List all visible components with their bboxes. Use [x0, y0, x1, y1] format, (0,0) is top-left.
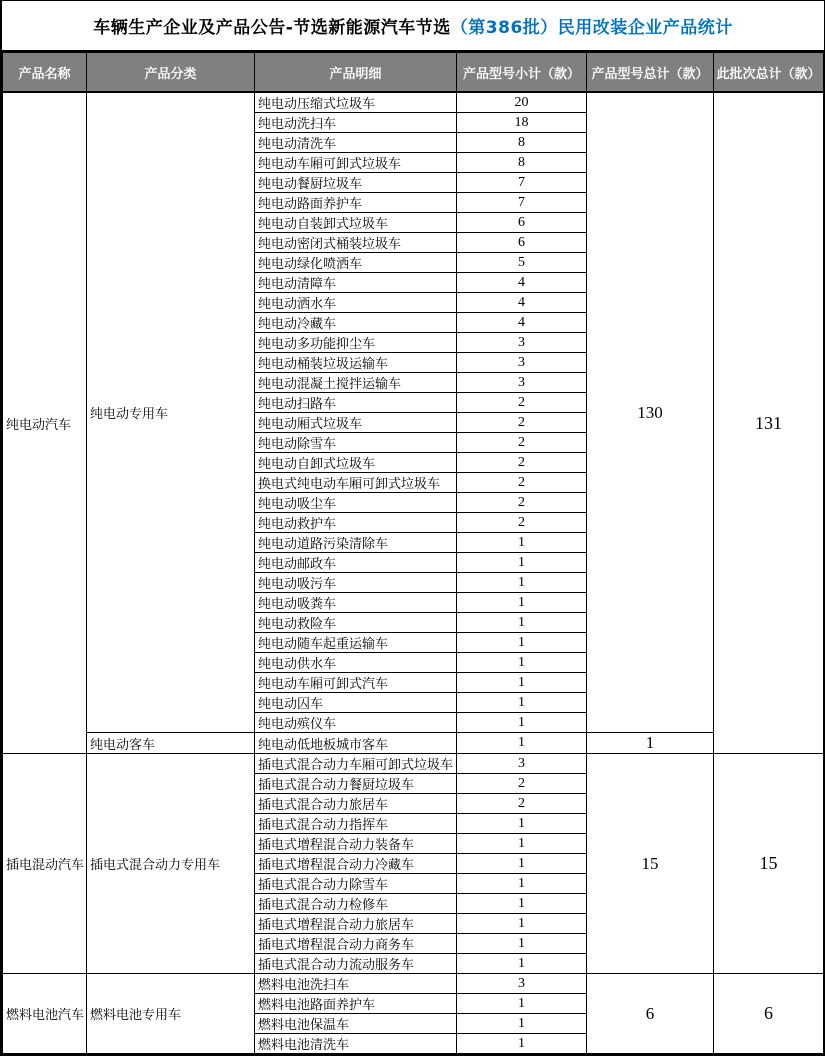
model-total-cell: 130 — [587, 92, 714, 733]
column-header-1: 产品分类 — [87, 53, 255, 93]
product-detail-cell: 纯电动压缩式垃圾车 — [255, 92, 457, 113]
product-detail-cell: 纯电动囚车 — [255, 693, 457, 713]
product-name-cell: 插电混动汽车 — [3, 754, 87, 974]
product-detail-cell: 纯电动混凝土搅拌运输车 — [255, 373, 457, 393]
model-subtotal-cell: 8 — [457, 133, 587, 153]
product-detail-cell: 纯电动清障车 — [255, 273, 457, 293]
product-detail-cell: 纯电动绿化喷洒车 — [255, 253, 457, 273]
product-detail-cell: 纯电动低地板城市客车 — [255, 733, 457, 754]
model-subtotal-cell: 8 — [457, 153, 587, 173]
model-subtotal-cell: 2 — [457, 453, 587, 473]
column-header-4: 产品型号总计（款） — [587, 53, 714, 93]
model-subtotal-cell: 1 — [457, 954, 587, 974]
product-detail-cell: 纯电动自装卸式垃圾车 — [255, 213, 457, 233]
model-subtotal-cell: 2 — [457, 473, 587, 493]
product-detail-cell: 纯电动救险车 — [255, 613, 457, 633]
product-detail-cell: 纯电动邮政车 — [255, 553, 457, 573]
product-detail-cell: 插电式混合动力流动服务车 — [255, 954, 457, 974]
model-subtotal-cell: 1 — [457, 814, 587, 834]
model-subtotal-cell: 4 — [457, 293, 587, 313]
product-detail-cell: 插电式混合动力旅居车 — [255, 794, 457, 814]
column-header-5: 此批次总计（款） — [714, 53, 824, 93]
product-detail-cell: 纯电动多功能抑尘车 — [255, 333, 457, 353]
model-subtotal-cell: 1 — [457, 693, 587, 713]
model-total-cell: 1 — [587, 733, 714, 754]
model-subtotal-cell: 6 — [457, 213, 587, 233]
model-total-cell: 6 — [587, 974, 714, 1054]
product-detail-cell: 纯电动吸尘车 — [255, 493, 457, 513]
model-subtotal-cell: 1 — [457, 1034, 587, 1054]
product-name-cell: 燃料电池汽车 — [3, 974, 87, 1054]
model-subtotal-cell: 5 — [457, 253, 587, 273]
model-subtotal-cell: 2 — [457, 413, 587, 433]
product-detail-cell: 插电式混合动力车厢可卸式垃圾车 — [255, 754, 457, 774]
model-subtotal-cell: 2 — [457, 774, 587, 794]
table-row — [3, 733, 824, 754]
product-detail-cell: 插电式混合动力除雪车 — [255, 874, 457, 894]
model-total-cell: 15 — [587, 754, 714, 974]
model-subtotal-cell: 1 — [457, 673, 587, 693]
product-detail-cell: 燃料电池洗扫车 — [255, 974, 457, 994]
product-detail-cell: 插电式混合动力检修车 — [255, 894, 457, 914]
model-subtotal-cell: 2 — [457, 794, 587, 814]
column-header-3: 产品型号小计（款） — [457, 53, 587, 93]
product-detail-cell: 纯电动餐厨垃圾车 — [255, 173, 457, 193]
product-detail-cell: 纯电动桶装垃圾运输车 — [255, 353, 457, 373]
model-subtotal-cell: 6 — [457, 233, 587, 253]
product-detail-cell: 纯电动道路污染清除车 — [255, 533, 457, 553]
model-subtotal-cell: 2 — [457, 433, 587, 453]
model-subtotal-cell: 1 — [457, 553, 587, 573]
table-body — [3, 92, 824, 1054]
model-subtotal-cell: 18 — [457, 113, 587, 133]
product-detail-cell: 插电式混合动力指挥车 — [255, 814, 457, 834]
model-subtotal-cell: 1 — [457, 613, 587, 633]
product-detail-cell: 插电式增程混合动力装备车 — [255, 834, 457, 854]
product-detail-cell: 纯电动自卸式垃圾车 — [255, 453, 457, 473]
product-detail-cell: 纯电动殡仪车 — [255, 713, 457, 733]
product-detail-cell: 换电式纯电动车厢可卸式垃圾车 — [255, 473, 457, 493]
model-subtotal-cell: 1 — [457, 593, 587, 613]
table-row — [3, 754, 824, 774]
product-name-cell: 纯电动汽车 — [3, 92, 87, 754]
product-detail-cell: 纯电动洒水车 — [255, 293, 457, 313]
batch-total-cell: 15 — [714, 754, 824, 974]
table-row — [3, 974, 824, 994]
model-subtotal-cell: 1 — [457, 834, 587, 854]
model-subtotal-cell: 1 — [457, 874, 587, 894]
product-detail-cell: 纯电动扫路车 — [255, 393, 457, 413]
product-detail-cell: 燃料电池保温车 — [255, 1014, 457, 1034]
column-header-2: 产品明细 — [255, 53, 457, 93]
product-detail-cell: 纯电动厢式垃圾车 — [255, 413, 457, 433]
sheet-title — [2, 1, 824, 52]
product-detail-cell: 纯电动吸污车 — [255, 573, 457, 593]
model-subtotal-cell: 3 — [457, 353, 587, 373]
model-subtotal-cell: 1 — [457, 573, 587, 593]
model-subtotal-cell: 1 — [457, 934, 587, 954]
model-subtotal-cell: 1 — [457, 994, 587, 1014]
product-category-cell: 纯电动专用车 — [87, 92, 255, 733]
model-subtotal-cell: 1 — [457, 653, 587, 673]
model-subtotal-cell: 20 — [457, 92, 587, 113]
product-detail-cell: 纯电动洗扫车 — [255, 113, 457, 133]
product-category-cell: 燃料电池专用车 — [87, 974, 255, 1054]
model-subtotal-cell: 1 — [457, 914, 587, 934]
product-detail-cell: 插电式增程混合动力旅居车 — [255, 914, 457, 934]
product-detail-cell: 插电式增程混合动力商务车 — [255, 934, 457, 954]
model-subtotal-cell: 7 — [457, 193, 587, 213]
batch-total-cell: 131 — [714, 92, 824, 754]
product-category-cell: 插电式混合动力专用车 — [87, 754, 255, 974]
table-header-row — [3, 53, 824, 93]
model-subtotal-cell: 1 — [457, 713, 587, 733]
product-detail-cell: 纯电动救护车 — [255, 513, 457, 533]
model-subtotal-cell: 2 — [457, 493, 587, 513]
model-subtotal-cell: 1 — [457, 633, 587, 653]
model-subtotal-cell: 2 — [457, 513, 587, 533]
model-subtotal-cell: 1 — [457, 894, 587, 914]
product-detail-cell: 纯电动路面养护车 — [255, 193, 457, 213]
model-subtotal-cell: 4 — [457, 273, 587, 293]
product-detail-cell: 纯电动随车起重运输车 — [255, 633, 457, 653]
product-detail-cell: 插电式混合动力餐厨垃圾车 — [255, 774, 457, 794]
product-detail-cell: 纯电动密闭式桶装垃圾车 — [255, 233, 457, 253]
model-subtotal-cell: 2 — [457, 393, 587, 413]
model-subtotal-cell: 1 — [457, 1014, 587, 1034]
product-detail-cell: 纯电动车厢可卸式汽车 — [255, 673, 457, 693]
product-detail-cell: 纯电动冷藏车 — [255, 313, 457, 333]
product-detail-cell: 纯电动供水车 — [255, 653, 457, 673]
product-detail-cell: 纯电动吸粪车 — [255, 593, 457, 613]
model-subtotal-cell: 3 — [457, 754, 587, 774]
product-statistics-table — [2, 52, 824, 1054]
model-subtotal-cell: 7 — [457, 173, 587, 193]
model-subtotal-cell: 3 — [457, 333, 587, 353]
product-detail-cell: 插电式增程混合动力冷藏车 — [255, 854, 457, 874]
model-subtotal-cell: 1 — [457, 854, 587, 874]
table-row — [3, 92, 824, 113]
product-category-cell: 纯电动客车 — [87, 733, 255, 754]
model-subtotal-cell: 1 — [457, 733, 587, 754]
product-detail-cell: 燃料电池路面养护车 — [255, 994, 457, 1014]
title-batch-text: （第386批）民用改装企业产品统计 — [450, 18, 733, 38]
title-main-text: 车辆生产企业及产品公告-节选新能源汽车节选 — [93, 18, 451, 38]
product-detail-cell: 纯电动清洗车 — [255, 133, 457, 153]
model-subtotal-cell: 1 — [457, 533, 587, 553]
product-detail-cell: 燃料电池清洗车 — [255, 1034, 457, 1054]
model-subtotal-cell: 3 — [457, 974, 587, 994]
column-header-0: 产品名称 — [3, 53, 87, 93]
product-detail-cell: 纯电动除雪车 — [255, 433, 457, 453]
batch-total-cell: 6 — [714, 974, 824, 1054]
model-subtotal-cell: 4 — [457, 313, 587, 333]
product-detail-cell: 纯电动车厢可卸式垃圾车 — [255, 153, 457, 173]
model-subtotal-cell: 3 — [457, 373, 587, 393]
